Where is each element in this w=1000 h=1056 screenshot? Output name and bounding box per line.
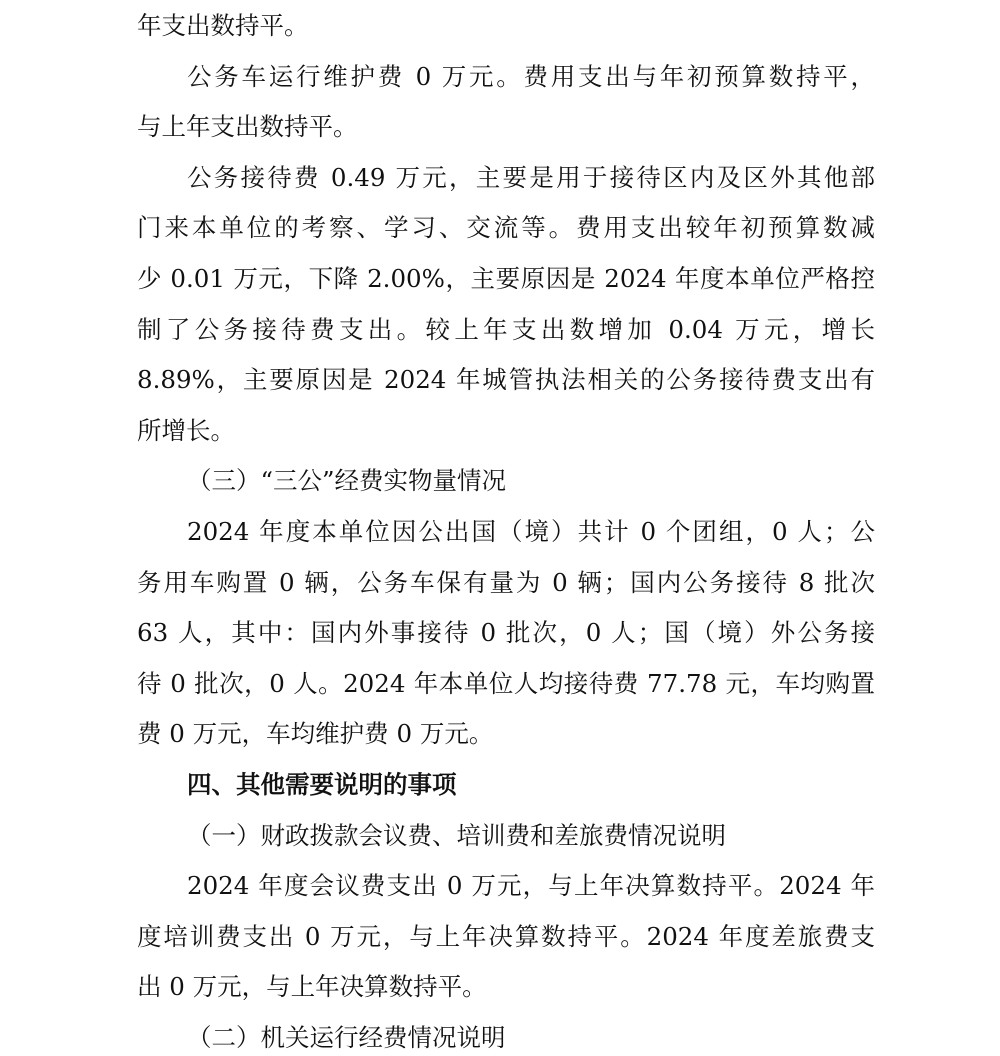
text-line: 8.89%，主要原因是 2024 年城管执法相关的公务接待费支出有 — [137, 365, 875, 395]
text-line: 公务接待费 0.49 万元，主要是用于接待区内及区外其他部 — [187, 162, 875, 192]
text-line: 待 0 批次，0 人。2024 年本单位人均接待费 77.78 元，车均购置 — [137, 668, 875, 698]
section-heading: （三）“三公”经费实物量情况 — [187, 466, 507, 496]
chapter-heading: 四、其他需要说明的事项 — [187, 770, 457, 799]
text-line: 63 人，其中：国内外事接待 0 批次，0 人；国（境）外公务接 — [137, 618, 875, 648]
text-line: 少 0.01 万元，下降 2.00%，主要原因是 2024 年度本单位严格控 — [137, 264, 875, 293]
text-line: 公务车运行维护费 0 万元。费用支出与年初预算数持平， — [187, 61, 875, 91]
section-heading: （一）财政拨款会议费、培训费和差旅费情况说明 — [187, 820, 726, 850]
text-line: 务用车购置 0 辆，公务车保有量为 0 辆；国内公务接待 8 批次 — [137, 567, 875, 597]
text-line: 度培训费支出 0 万元，与上年决算数持平。2024 年度差旅费支 — [137, 921, 875, 951]
text-line: 门来本单位的考察、学习、交流等。费用支出较年初预算数减 — [137, 213, 875, 243]
text-line: 出 0 万元，与上年决算数持平。 — [137, 972, 487, 1002]
section-heading: （二）机关运行经费情况说明 — [187, 1023, 506, 1052]
text-line: 与上年支出数持平。 — [137, 112, 358, 142]
text-line: 2024 年度会议费支出 0 万元，与上年决算数持平。2024 年 — [187, 871, 875, 901]
text-line: 2024 年度本单位因公出国（境）共计 0 个团组，0 人；公 — [187, 517, 875, 546]
text-line: 所增长。 — [137, 415, 235, 445]
text-line: 制了公务接待费支出。较上年支出数增加 0.04 万元，增长 — [137, 314, 875, 344]
text-line: 年支出数持平。 — [137, 11, 309, 40]
text-line: 费 0 万元，车均维护费 0 万元。 — [137, 719, 494, 749]
